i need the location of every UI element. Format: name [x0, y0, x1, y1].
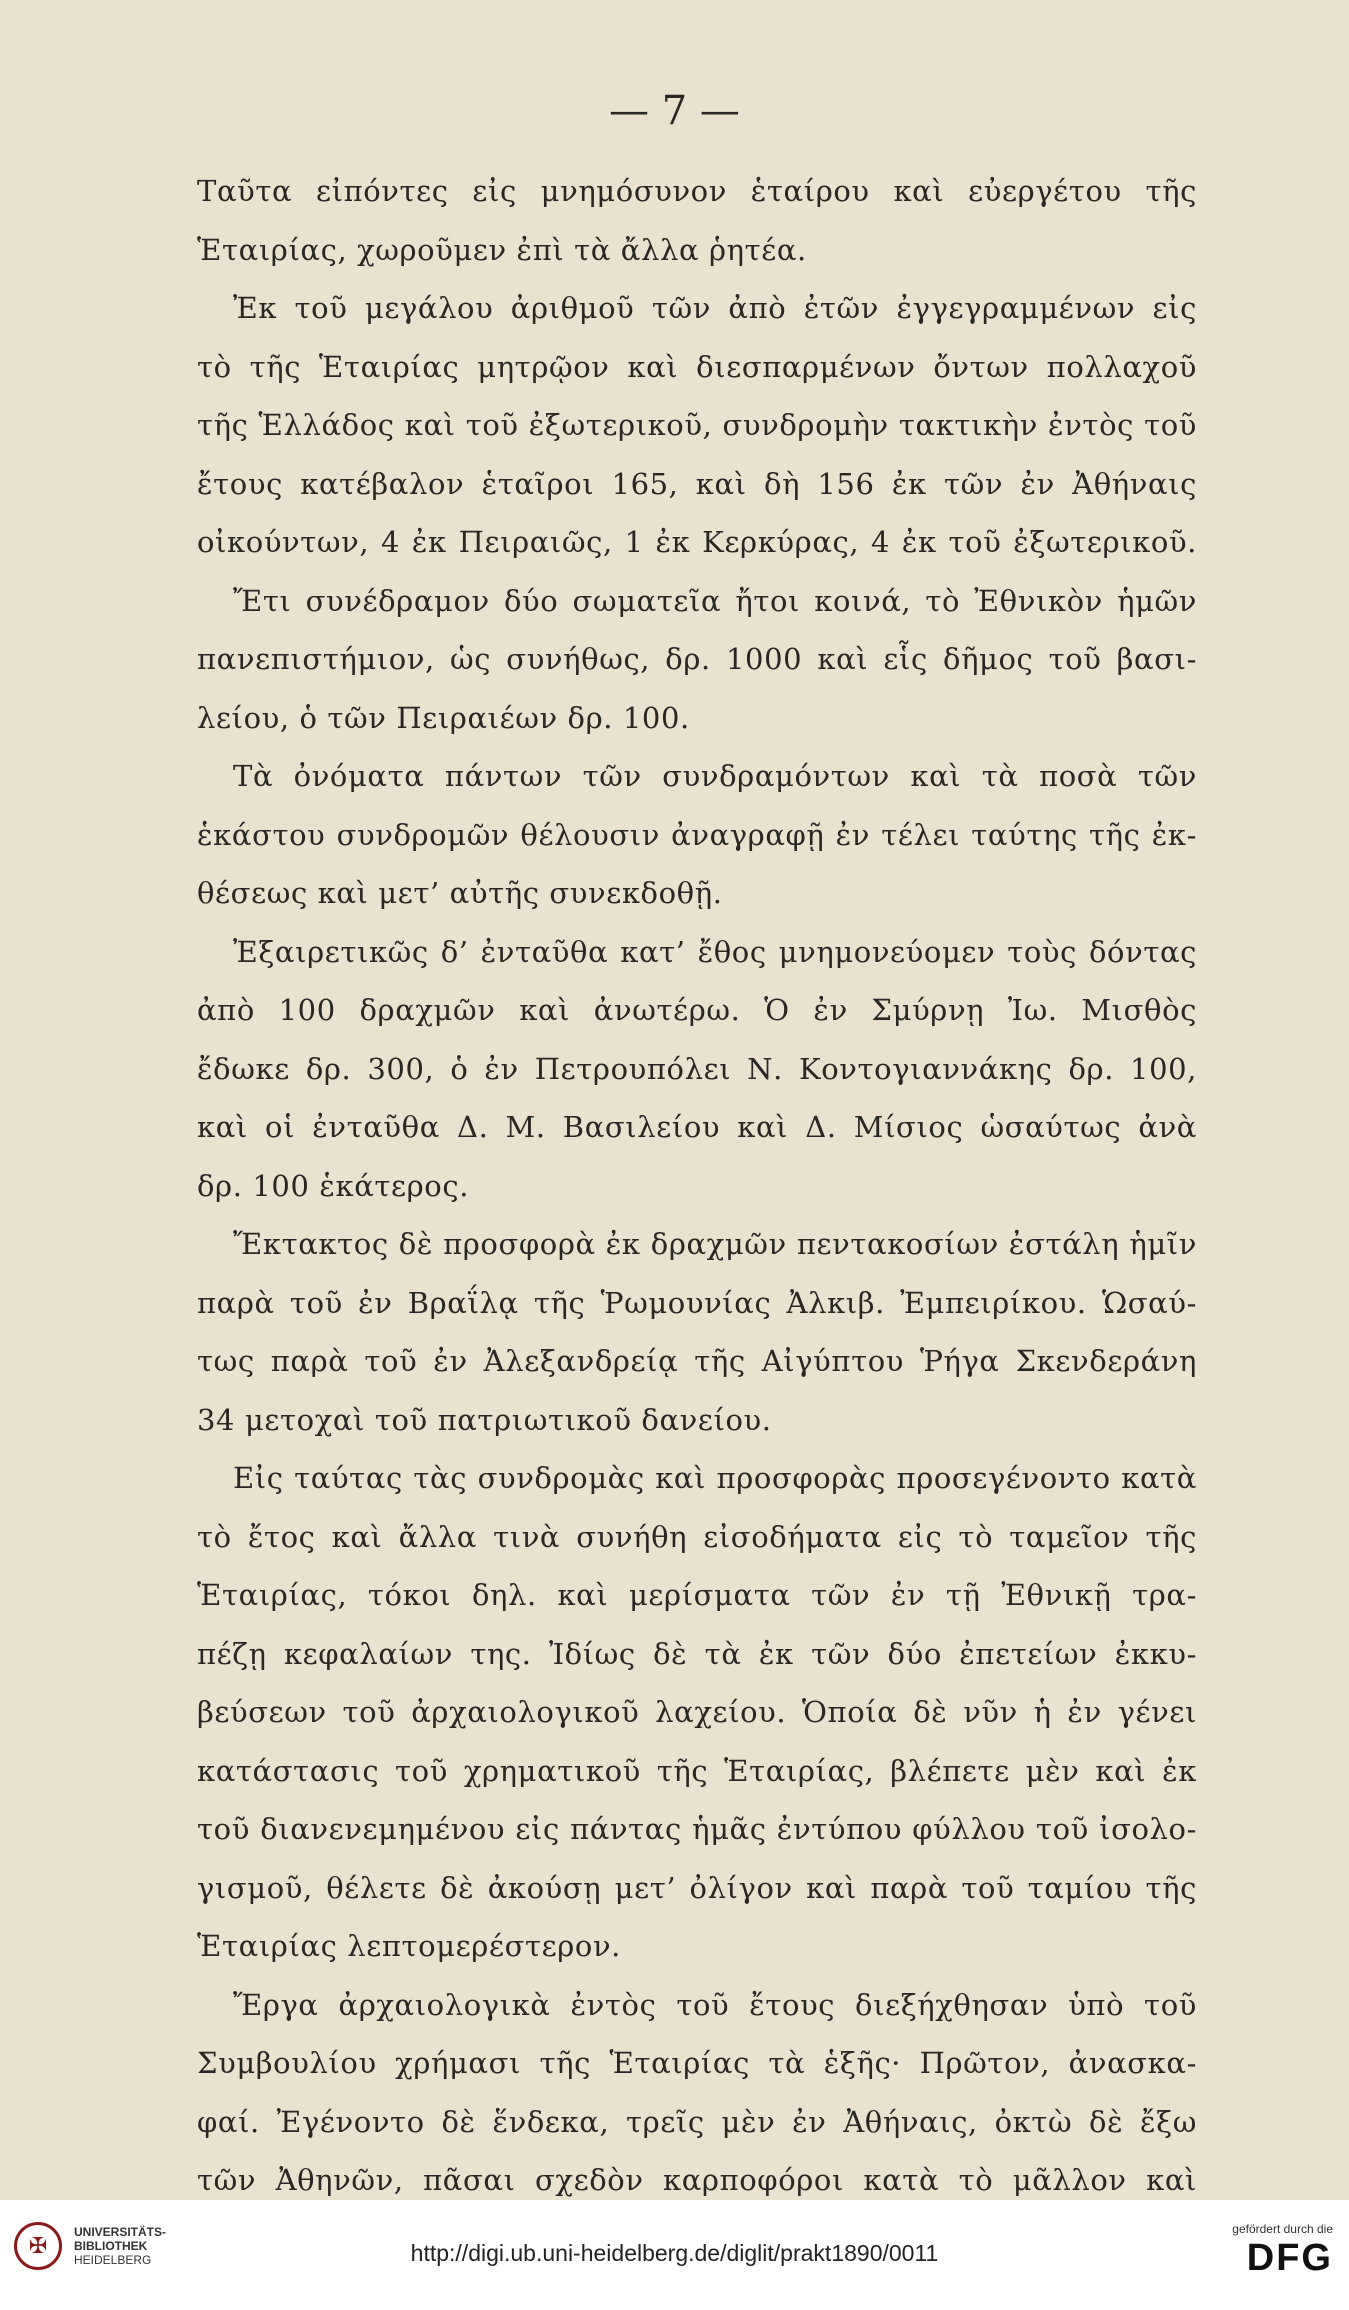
text-line: Ἑταιρίας, χωροῦμεν ἐπὶ τὰ ἄλλα ῥητέα.: [197, 232, 807, 267]
text-line: Ἐκ τοῦ μεγάλου ἀριθμοῦ τῶν ἀπὸ ἐτῶν ἐγγεγραμμένων εἰς: [233, 291, 1197, 325]
text-line: Εἰς ταύτας τὰς συνδρομὰς καὶ προσφορὰς προσεγένοντο κατὰ: [233, 1461, 1197, 1495]
text-line: Ἔκτακτος δὲ προσφορὰ ἐκ δραχμῶν πεντακοσίων ἐστάλη ἡμῖν: [233, 1227, 1197, 1261]
text-line: Ἔτι συνέδραμον δύο σωματεῖα ἤτοι κοινά, τὸ Ἐθνικὸν ἡμῶν: [233, 583, 1197, 618]
text-line: πανεπιστήμιον, ὡς συνήθως, δρ. 1000 καὶ εἷς δῆμος τοῦ βασι-: [197, 642, 1197, 676]
funding-caption: gefördert durch die: [1232, 2222, 1333, 2236]
library-name: UNIVERSITÄTS- BIBLIOTHEK HEIDELBERG: [74, 2225, 167, 2267]
text-line: 34 μετοχαὶ τοῦ πατριωτικοῦ δανείου.: [197, 1402, 772, 1437]
text-line: Τὰ ὀνόματα πάντων τῶν συνδραμόντων καὶ τὰ ποσὰ τῶν: [233, 759, 1197, 793]
text-line: δρ. 100 ἑκάτερος.: [197, 1168, 470, 1203]
text-line: ἔτους κατέβαλον ἑταῖροι 165, καὶ δὴ 156 ἐκ τῶν ἐν Ἀθήναις: [197, 466, 1197, 501]
text-line: ἀπὸ 100 δραχμῶν καὶ ἀνωτέρω. Ὁ ἐν Σμύρνῃ Ἰω. Μισθὸς: [197, 993, 1197, 1027]
text-line: κατάστασις τοῦ χρηματικοῦ τῆς Ἑταιρίας, βλέπετε μὲν καὶ ἐκ: [197, 1753, 1197, 1788]
text-line: φαί. Ἐγένοντο δὲ ἕνδεκα, τρεῖς μὲν ἐν Ἀθήναις, ὀκτὼ δὲ ἔξω: [197, 2104, 1197, 2139]
text-line: τοῦ διανενεμημένου εἰς πάντας ἡμᾶς ἐντύπου φύλλου τοῦ ἰσολο-: [197, 1812, 1197, 1846]
text-line: τὸ ἔτος καὶ ἄλλα τινὰ συνήθη εἰσοδήματα εἰς τὸ ταμεῖον τῆς: [197, 1519, 1197, 1554]
text-line: λείου, ὁ τῶν Πειραιέων δρ. 100.: [197, 700, 690, 735]
text-line: παρὰ τοῦ ἐν Βραΐλᾳ τῆς Ῥωμουνίας Ἀλκιβ. Ἐμπειρίκου. Ὡσαύ-: [197, 1285, 1197, 1320]
text-line: ἑκάστου συνδρομῶν θέλουσιν ἀναγραφῇ ἐν τέλει ταύτης τῆς ἐκ-: [197, 817, 1197, 852]
text-line: γισμοῦ, θέλετε δὲ ἀκούσῃ μετ’ ὀλίγον καὶ παρὰ τοῦ ταμίου τῆς: [197, 1870, 1197, 1905]
text-line: Ἑταιρίας, τόκοι δηλ. καὶ μερίσματα τῶν ἐν τῇ Ἐθνικῇ τρα-: [197, 1578, 1197, 1612]
text-line: τὸ τῆς Ἑταιρίας μητρῷον καὶ διεσπαρμένων ὄντων πολλαχοῦ: [197, 349, 1197, 384]
university-seal-icon: ✠: [14, 2222, 62, 2270]
text-line: θέσεως καὶ μετ’ αὐτῆς συνεκδοθῇ.: [197, 876, 723, 910]
text-line: τῶν Ἀθηνῶν, πᾶσαι σχεδὸν καρποφόροι κατὰ τὸ μᾶλλον καὶ: [197, 2163, 1197, 2197]
text-line: τῆς Ἑλλάδος καὶ τοῦ ἐξωτερικοῦ, συνδρομὴν τακτικὴν ἐντὸς τοῦ: [197, 408, 1197, 442]
text-line: Ταῦτα εἰπόντες εἰς μνημόσυνον ἑταίρου καὶ εὐεργέτου τῆς: [197, 174, 1197, 208]
text-line: ἔδωκε δρ. 300, ὁ ἐν Πετρουπόλει Ν. Κοντογιαννάκης δρ. 100,: [197, 1051, 1197, 1086]
page-number: — 7 —: [609, 88, 740, 134]
text-line: Ἑταιρίας λεπτομερέστερον.: [197, 1929, 621, 1963]
text-line: τως παρὰ τοῦ ἐν Ἀλεξανδρείᾳ τῆς Αἰγύπτου Ῥήγα Σκενδεράνη: [197, 1344, 1197, 1378]
dfg-logo-icon: DFG: [1246, 2237, 1333, 2279]
text-line: Συμβουλίου χρήμασι τῆς Ἑταιρίας τὰ ἑξῆς· Πρῶτον, ἀνασκα-: [197, 2046, 1197, 2080]
text-line: οἰκούντων, 4 ἐκ Πειραιῶς, 1 ἐκ Κερκύρας, 4 ἐκ τοῦ ἐξωτερικοῦ.: [197, 525, 1197, 559]
text-line: πέζῃ κεφαλαίων της. Ἰδίως δὲ τὰ ἐκ τῶν δύο ἐπετείων ἐκκυ-: [197, 1636, 1197, 1671]
text-line: Ἐξαιρετικῶς δ’ ἐνταῦθα κατ’ ἔθος μνημονεύομεν τοὺς δόντας: [233, 934, 1197, 969]
footer-bar: [0, 2200, 1349, 2310]
dfg-funding-logo[interactable]: [1232, 2222, 1333, 2280]
text-line: καὶ οἱ ἐνταῦθα Δ. Μ. Βασιλείου καὶ Δ. Μίσιος ὡσαύτως ἀνὰ: [197, 1110, 1197, 1144]
source-url-link[interactable]: http://digi.ub.uni-heidelberg.de/diglit/prakt1890/0011: [410, 2240, 939, 2266]
text-line: Ἔργα ἀρχαιολογικὰ ἐντὸς τοῦ ἔτους διεξήχθησαν ὑπὸ τοῦ: [233, 1987, 1197, 2022]
text-line: βεύσεων τοῦ ἀρχαιολογικοῦ λαχείου. Ὁποία δὲ νῦν ἡ ἐν γένει: [197, 1695, 1197, 1729]
body-text: [197, 162, 1197, 2210]
